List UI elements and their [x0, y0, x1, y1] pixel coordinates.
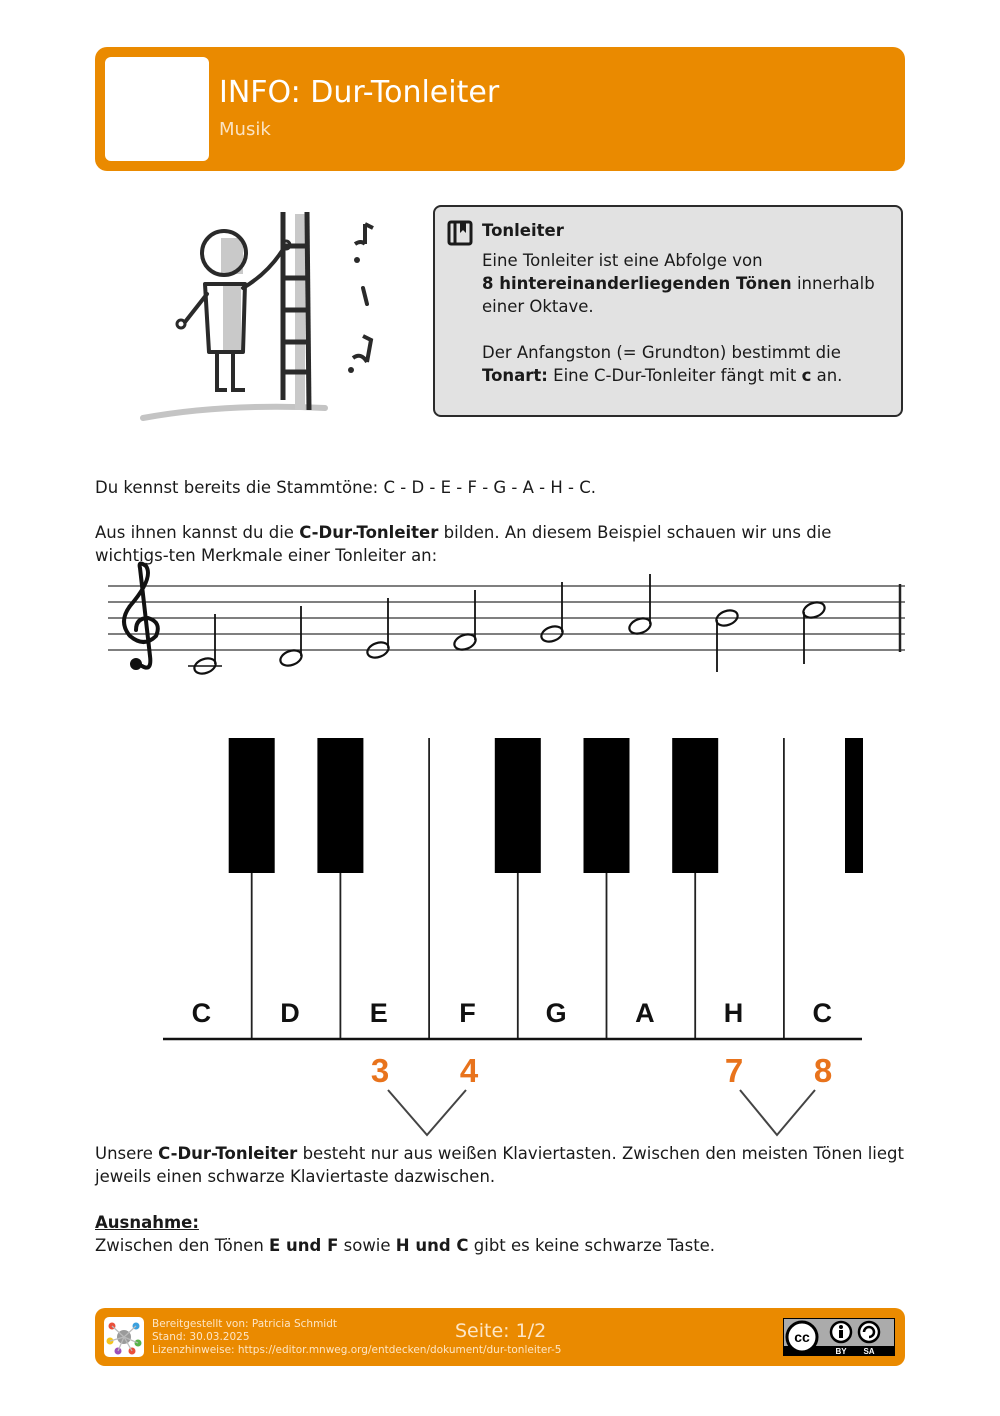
note-head	[278, 648, 303, 669]
header-banner	[95, 47, 905, 171]
page-title: INFO: Dur-Tonleiter	[219, 75, 500, 110]
halfstep-number: 8	[813, 1052, 833, 1089]
piano-key-label: H	[723, 998, 744, 1028]
piano-keys-group	[229, 738, 863, 1039]
definition-title: Tonleiter	[482, 221, 564, 240]
piano-key-label: F	[459, 998, 476, 1028]
black-key	[495, 738, 541, 873]
halfstep-connector	[740, 1090, 815, 1135]
cc-by-sa-license-badge[interactable]	[783, 1318, 895, 1356]
cc-by-text: BY	[835, 1347, 847, 1356]
explanation-paragraph: Unsere C-Dur-Tonleiter besteht nur aus weißen Klaviertasten. Zwischen den meisten Tönen liegt jeweils einen schwarze Klaviertaste dazwischen.	[95, 1144, 904, 1186]
note-head	[452, 632, 477, 653]
intro-paragraph: Aus ihnen kannst du die C-Dur-Tonleiter bilden. An diesem Beispiel schauen wir uns die wichtigs-ten Merkmale einer Tonleiter an:	[95, 523, 832, 565]
footer-provided-by: Bereitgestellt von: Patricia Schmidt	[152, 1318, 338, 1330]
notes-group	[188, 574, 827, 676]
black-key	[317, 738, 363, 873]
halfstep-connector	[388, 1090, 466, 1135]
mnweg-logo-icon	[104, 1317, 144, 1357]
definition-box	[433, 205, 903, 417]
c-major-scale-staff	[100, 560, 910, 685]
black-key	[229, 738, 275, 873]
cc-sa-text: SA	[863, 1347, 875, 1356]
piano-key-label: D	[280, 998, 300, 1028]
piano-keyboard-diagram	[150, 730, 870, 1145]
page-subject: Musik	[219, 119, 271, 140]
piano-key-label: G	[545, 998, 567, 1028]
book-bookmark-icon	[447, 220, 473, 246]
treble-clef	[124, 563, 158, 668]
piano-labels-group	[192, 998, 832, 1028]
definition-text: Eine Tonleiter ist eine Abfolge von 8 hintereinanderliegenden Tönen innerhalb einer Oktave. Der Anfangston (= Grundton) bestimmt die Tonart: Eine C-Dur-Tonleiter fängt mit c an.	[482, 251, 875, 385]
black-key	[845, 738, 863, 873]
ladder-person-illustration	[135, 200, 395, 430]
note-head	[801, 600, 826, 621]
exception-text: Zwischen den Tönen E und F sowie H und C gibt es keine schwarze Taste.	[95, 1236, 716, 1255]
piano-key-label: A	[635, 998, 655, 1028]
black-key	[584, 738, 630, 873]
note-head	[627, 616, 652, 637]
piano-key-label: C	[191, 998, 212, 1028]
exception-heading: Ausnahme:	[95, 1213, 199, 1232]
intro-line: Du kennst bereits die Stammtöne: C - D - E - F - G - A - H - C.	[95, 478, 596, 497]
halfstep-number: 4	[459, 1052, 479, 1089]
footer-license-link[interactable]: Lizenzhinweise: https://editor.mnweg.org/entdecken/dokument/dur-tonleiter-5	[152, 1344, 562, 1356]
header-logo-placeholder	[105, 57, 209, 161]
piano-key-label: C	[812, 998, 832, 1028]
cc-logo-text: cc	[794, 1329, 810, 1345]
footer-date: Stand: 30.03.2025	[152, 1331, 250, 1343]
sa-share-icon	[859, 1322, 879, 1342]
page-number: Seite: 1/2	[455, 1320, 547, 1342]
halfstep-number: 7	[724, 1052, 744, 1089]
halfstep-number: 3	[370, 1052, 390, 1089]
staff-lines	[108, 586, 905, 650]
black-key	[672, 738, 718, 873]
footer-bar	[95, 1308, 905, 1366]
piano-key-label: E	[369, 998, 388, 1028]
halfstep-marks-group	[371, 1052, 832, 1135]
